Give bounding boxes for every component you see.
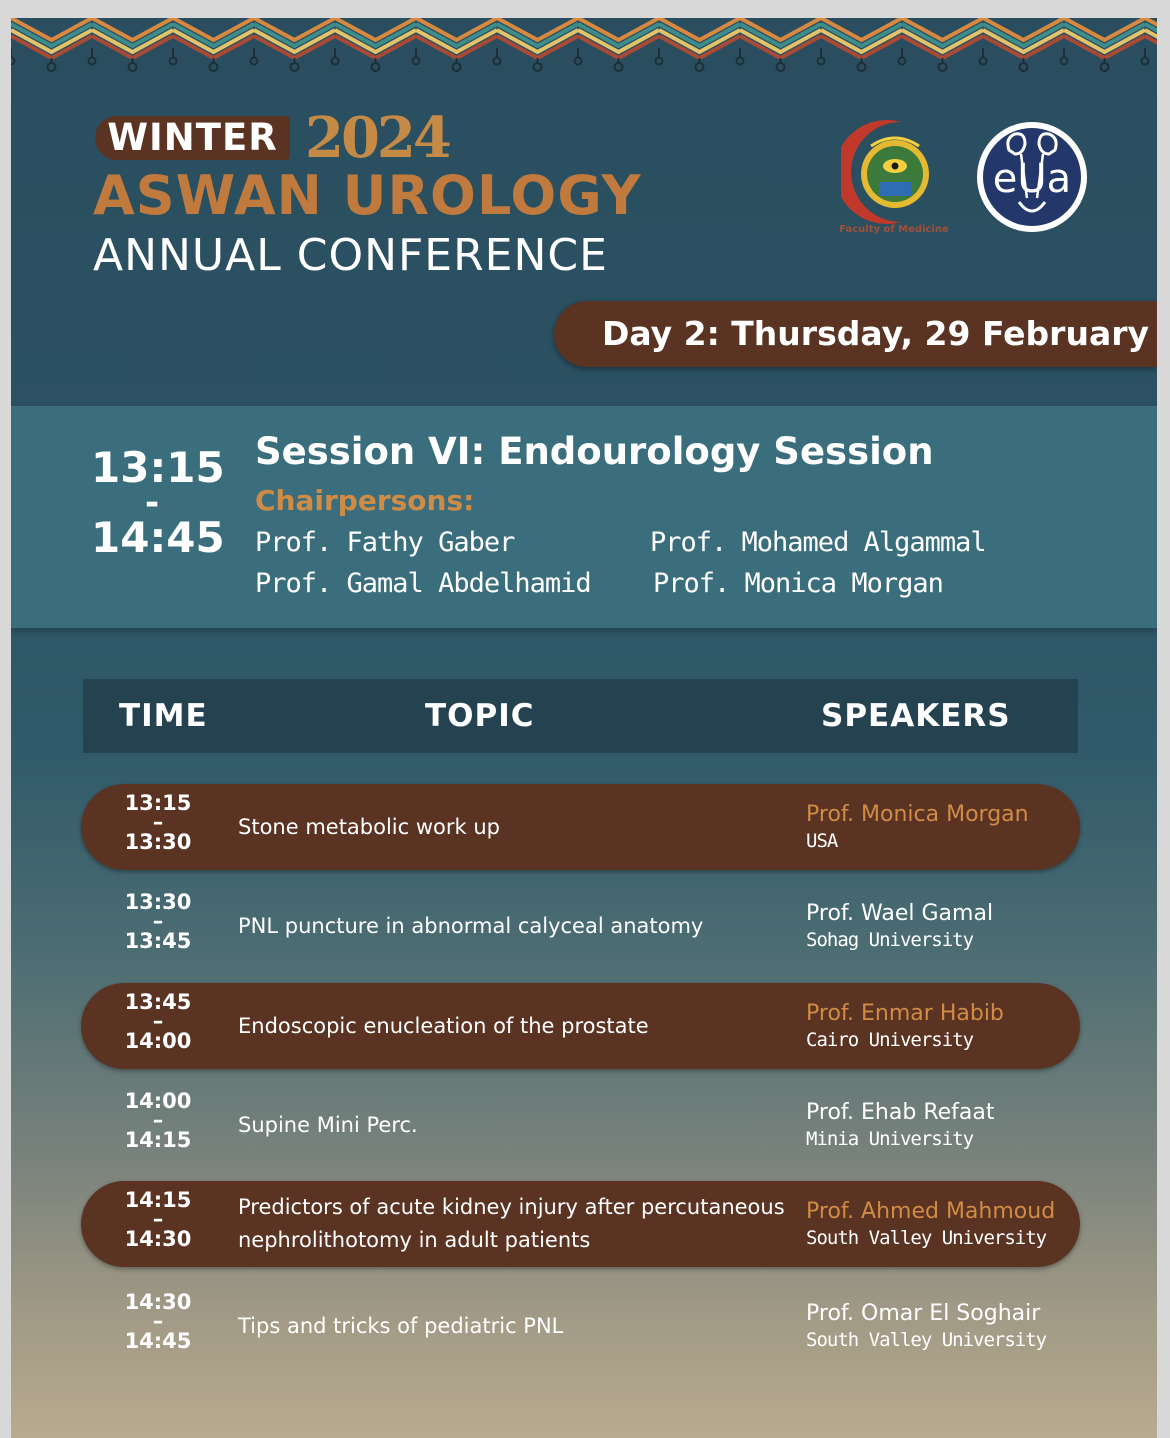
row-dash: – [152, 1108, 164, 1132]
row-dash: – [152, 909, 164, 933]
conference-name: ASWAN UROLOGY [93, 164, 642, 227]
row-topic: Supine Mini Perc. [238, 1112, 418, 1137]
row-speaker [806, 1283, 1076, 1369]
row-dash: – [152, 810, 164, 834]
table-row [81, 883, 1080, 969]
speaker-name: Prof. Ehab Refaat [806, 1100, 995, 1125]
row-time [103, 1291, 213, 1353]
row-dash: – [152, 1309, 164, 1333]
row-speaker [806, 1082, 1076, 1168]
header-speakers: SPEAKERS [821, 698, 1011, 734]
row-start: 13:45 [124, 990, 192, 1014]
row-time [103, 991, 213, 1053]
row-speaker [806, 883, 1076, 969]
row-time [103, 891, 213, 953]
speaker-name: Prof. Omar El Soghair [806, 1301, 1041, 1326]
row-speaker [806, 1181, 1076, 1267]
row-topic: Stone metabolic work up [238, 814, 500, 839]
row-topic: Tips and tricks of pediatric PNL [238, 1313, 564, 1338]
header-topic: TOPIC [425, 698, 535, 734]
row-speaker [806, 784, 1076, 870]
winter-badge: WINTER [95, 116, 290, 160]
speaker-name: Prof. Monica Morgan [806, 802, 1029, 827]
row-topic: Predictors of acute kidney injury after percutaneous nephrolithotomy in adult patients [238, 1195, 785, 1252]
row-time [103, 1090, 213, 1152]
session-title: Session VI: Endourology Session [255, 430, 934, 473]
row-time [103, 792, 213, 854]
row-end: 13:45 [124, 929, 192, 953]
conference-subtitle: ANNUAL CONFERENCE [93, 230, 608, 281]
speaker-affiliation: South Valley University [806, 1227, 1047, 1249]
speaker-affiliation: South Valley University [806, 1329, 1047, 1351]
speaker-name: Prof. Wael Gamal [806, 901, 994, 926]
header-time: TIME [119, 698, 208, 734]
session-band [11, 406, 1157, 628]
speaker-name: Prof. Enmar Habib [806, 1001, 1004, 1026]
session-time-dash: - [144, 483, 160, 523]
row-dash: – [152, 1207, 164, 1231]
row-time [103, 1189, 213, 1251]
row-end: 14:00 [124, 1029, 192, 1053]
conference-poster [11, 18, 1157, 1438]
day-banner [554, 301, 1157, 367]
session-time [91, 443, 225, 562]
schedule-table-header [83, 679, 1078, 753]
row-end: 13:30 [124, 830, 192, 854]
speaker-affiliation: Cairo University [806, 1029, 974, 1051]
speaker-affiliation: USA [806, 830, 838, 852]
table-row [81, 1181, 1080, 1267]
session-start: 13:15 [91, 443, 225, 492]
row-start: 13:15 [124, 791, 192, 815]
chairperson: Prof. Monica Morgan [653, 568, 943, 599]
chairperson: Prof. Fathy Gaber [255, 527, 515, 558]
decorative-border [11, 18, 1157, 78]
chairpersons-label: Chairpersons: [255, 484, 475, 517]
faculty-of-medicine-logo [841, 116, 961, 228]
row-end: 14:45 [124, 1329, 192, 1353]
row-start: 14:00 [124, 1089, 192, 1113]
table-row [81, 1283, 1080, 1369]
table-row [81, 784, 1080, 870]
eua-logo-text: eUa [992, 156, 1072, 202]
row-start: 13:30 [124, 890, 192, 914]
row-speaker [806, 983, 1076, 1069]
row-end: 14:15 [124, 1128, 192, 1152]
row-topic: PNL puncture in abnormal calyceal anatomy [238, 913, 704, 938]
conference-year: 2024 [305, 105, 449, 171]
row-start: 14:30 [124, 1290, 192, 1314]
table-row [81, 983, 1080, 1069]
eua-logo [975, 120, 1089, 234]
chairperson: Prof. Gamal Abdelhamid [255, 568, 591, 599]
row-start: 14:15 [124, 1188, 192, 1212]
row-dash: – [152, 1009, 164, 1033]
row-end: 14:30 [124, 1227, 192, 1251]
speaker-affiliation: Minia University [806, 1128, 974, 1150]
chairperson: Prof. Mohamed Algammal [650, 527, 986, 558]
row-topic: Endoscopic enucleation of the prostate [238, 1013, 649, 1038]
day-label: Day 2: Thursday, 29 February [602, 314, 1149, 353]
faculty-logo-caption: Faculty of Medicine [839, 224, 949, 235]
speaker-affiliation: Sohag University [806, 929, 974, 951]
speaker-name: Prof. Ahmed Mahmoud [806, 1199, 1056, 1224]
table-row [81, 1082, 1080, 1168]
session-end: 14:45 [91, 513, 225, 562]
